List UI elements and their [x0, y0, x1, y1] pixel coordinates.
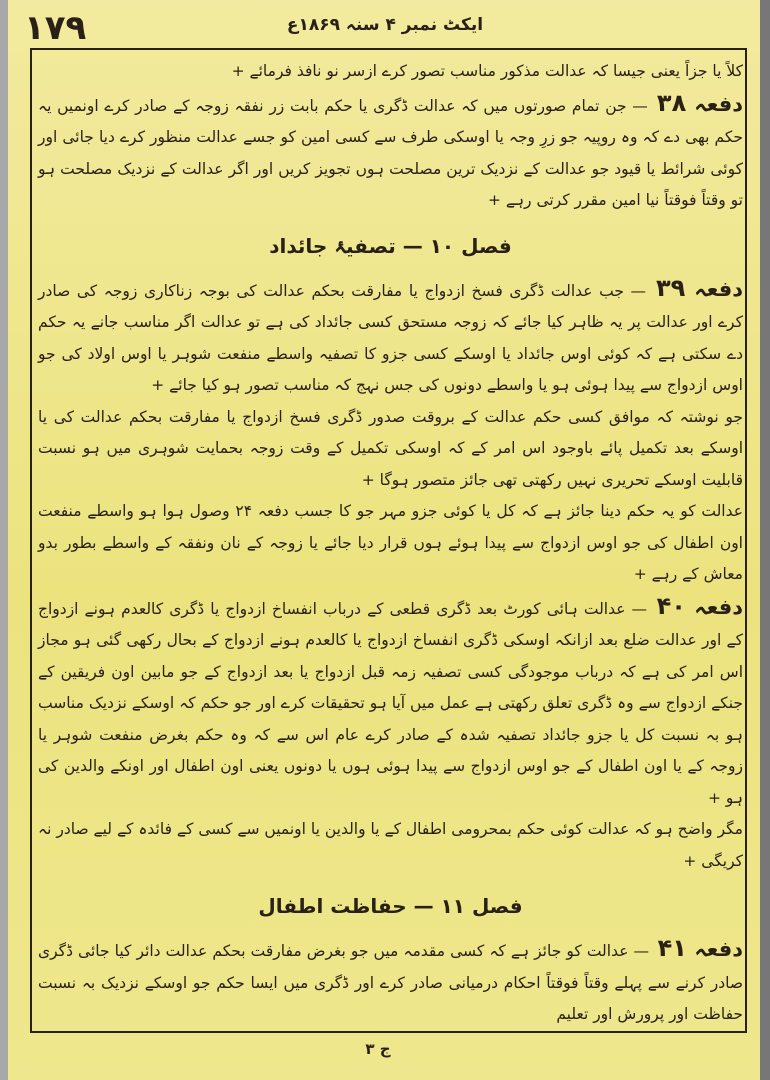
clause-label: دفعہ: [686, 937, 744, 961]
running-title: ایکٹ نمبر ۴ سنہ ۱۸۶۹ع: [286, 15, 484, 35]
clause-paragraph: [38, 273, 743, 402]
paragraph-text: عدالت کو یہ حکم دینا جائز ہے کہ کل یا کوئی جزو مہر جو کا جسب دفعہ ۲۴ وصول ہوا ہو واسطے منفعت اون اطفال کی جو اوس ازدواج سے پیدا ہوئے ہوں قرار دیا جائے یا زوجہ کے نان ونفقہ کے واسطے بطور بدو معاش کے رہے +: [38, 502, 743, 583]
paragraph-text: کلاً یا جزاً یعنی جیسا کہ عدالت مذکور مناسب تصور کرے ازسر نو نافذ فرمائے +: [231, 62, 743, 80]
clause-label: دفعہ: [685, 276, 743, 301]
section-heading: فصل ۱۰ — تصفیۂ جائداد: [269, 233, 512, 258]
clause-number: ۳۸: [647, 88, 687, 117]
signature-mark: ج ۳: [365, 1040, 391, 1058]
paragraph-text: جو نوشتہ کہ موافق کسی حکم عدالت کے بروقت صدور ڈگری فسخ ازدواج یا مفارقت بحکم عدالت کی یا اوسکے بعد تکمیل پائے باوجود اس امر کے کہ اوسکی تکمیل کے وقت زوجہ بحمایت شوہری میں ہو نسبت قابلیت اوسکے تحریری نہیں رکھتی تھی جائز متصور ہوگا +: [38, 407, 743, 489]
scan-right-edge: [760, 0, 770, 1080]
paragraph: [38, 402, 743, 497]
clause-number: ۴۱: [649, 934, 687, 962]
paragraph-text: — جن تمام صورتوں میں کہ عدالت ڈگری یا حکم بابت زر نفقہ زوجہ کے صادر کرے اونمیں یہ حکم بھی دے کہ وہ روپیہ جو زرِ وجہ یا اوسکی طرف سے کسی امین کو جسے عدالت منظور کرے دیا جائی اور کوئی شرائط یا قیود جو عدالت کے نزدیک ترین مصلحت ہوں تجویز کریں اور اگر عدالت کے نزدیک مصلحت ہو تو وقتاً فوقتاً نیا امین مقرر کرتی رہے +: [38, 96, 743, 209]
paragraph-text: مگر واضح ہو کہ عدالت کوئی حکم بمحرومی اطفال کے یا والدین یا اونمیں سے کسی کے فائدہ کے لیے صادر نہ کریگی +: [38, 820, 743, 870]
paragraph-text: — عدالت ہائی کورٹ بعد ڈگری قطعی کے درباب انفساخ ازدواج یا ڈگری کالعدم ہونے ازدواج کے اور عدالت ضلع بعد ازانکہ اوسکی ڈگری انفساخ ازدواج یا کالعدم ہونے ازدواج کے بحال رکھی گئی ہو مجاز اس امر کی ہے کہ درباب موجودگی کسی تصفیہ زمہ قبل ازدواج یا بعد ازدواج کے جو مابین اون فریقین کے جنکے ازدواج سے وہ ڈگری تعلق رکھتی ہے عمل میں آیا ہو تحقیقات کرے اور جو حکم کہ اوسکے نزدیک مناسب ہو بہ نسبت کل یا جزو جائداد تصفیہ شدہ کے صادر کرے عام اس سے کہ وہ حکم بغرض منفعت شوہر یا زوجہ کے یا اون اطفال کے جو اوس ازدواج سے پیدا ہوئی ہوں یا دونوں یعنی اون اطفال اور اونکے والدین کی ہو +: [38, 599, 743, 807]
clause-number: ۳۹: [646, 273, 686, 302]
paragraph: [38, 814, 743, 877]
paragraph: [38, 496, 743, 591]
clause-label: دفعہ: [685, 594, 743, 619]
scan-left-edge: [0, 0, 8, 1080]
paragraph: [38, 56, 743, 88]
paragraph-text: — جب عدالت ڈگری فسخ ازدواج یا مفارقت بحکم عدالت کی بوجہ زناکاری زوجہ کی صادر کرے اور عدالت پر یہ ظاہر کیا جائے کہ زوجہ مستحق کسی جائداد کی ہے تو عدالت اگر مناسب جانے یہ حکم دے سکتی ہے کہ کوئی اوس جائداد یا اوسکے کسی جزو کا تصفیہ واسطے منفعت شوہر یا اوس اولاد کی جو اوس ازدواج سے پیدا ہوئی ہو یا واسطے دونوں کی جس نہج کہ مناسب تصور ہو کیا جائے +: [38, 281, 743, 394]
page-number: ۱۷۹: [24, 8, 87, 48]
section-heading: فصل ۱۱ — حفاظت اطفال: [258, 894, 523, 918]
clause-paragraph: [38, 88, 743, 217]
clause-label: دفعہ: [686, 91, 743, 116]
clause-paragraph: [38, 591, 743, 815]
document-body: [38, 56, 743, 1031]
clause-paragraph: [38, 933, 743, 1031]
clause-number: ۴۰: [647, 591, 686, 620]
paragraph-text: — عدالت کو جائز ہے کہ کسی مقدمہ میں جو بغرض مفارقت بحکم عدالت دائر کیا جائی ڈگری صادر کرنے سے پہلے وقتاً فوقتاً احکام درمیانی صادر کرے اور ڈگری میں ایسا حکم جو اوسکے نزدیک بہ نسبت حفاظت اور پرورش اور تعلیم: [38, 942, 743, 1023]
